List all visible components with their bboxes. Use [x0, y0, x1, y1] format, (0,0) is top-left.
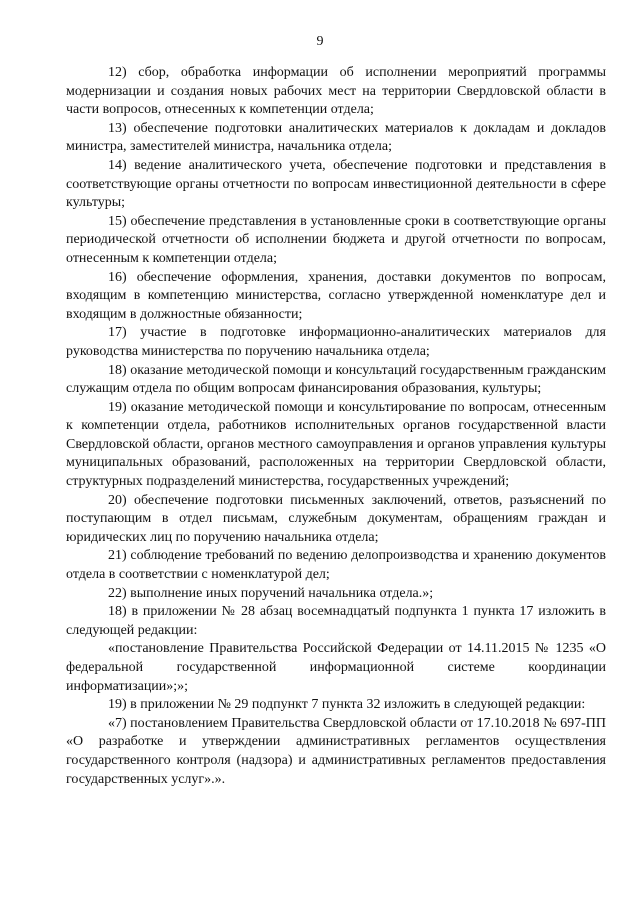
paragraph-item-16: 16) обеспечение оформления, хранения, доставки документов по вопросам, входящим в компетенцию министерства, согласно утвержденной номенклатуре дел и входящим в должностные обязанности;: [66, 269, 606, 322]
amendment-18-text: «постановление Правительства Российской Федерации от 14.11.2015 № 1235 «О федеральной государственной информационной системе координации информатизации»;»;: [66, 641, 606, 694]
page-number: 9: [316, 34, 324, 49]
paragraph-item-22: 22) выполнение иных поручений начальника отдела.»;: [108, 585, 434, 601]
amendment-19: 19) в приложении № 29 подпункт 7 пункта 32 изложить в следующей редакции:: [108, 697, 586, 713]
document-body: [66, 64, 606, 789]
paragraph-item-19: 19) оказание методической помощи и консультирование по вопросам, отнесенным к компетенции отдела, работников исполнительных органов государственной власти Свердловской области, органов местного самоуправления и органов управления культуры муниципальных образований, расположенных на территории Свердловской области, структурных подразделений министерства, государственных учреждений;: [66, 399, 606, 490]
paragraph-item-13: 13) обеспечение подготовки аналитических материалов к докладам и докладов министра, заместителей министра, начальника отдела;: [66, 120, 606, 155]
amendment-18: 18) в приложении № 28 абзац восемнадцатый подпункта 1 пункта 17 изложить в следующей редакции:: [66, 604, 606, 638]
paragraph-item-18: 18) оказание методической помощи и консультаций государственным гражданским служащим отдела по общим вопросам финансирования образования, культуры;: [66, 362, 606, 397]
paragraph-item-21: 21) соблюдение требований по ведению делопроизводства и хранению документов отдела в соответствии с номенклатурой дел;: [66, 548, 606, 583]
paragraph-item-20: 20) обеспечение подготовки письменных заключений, ответов, разъяснений по поступающим в отдел письмам, служебным документам, обращениям граждан и юридических лиц по поручению начальника отдела;: [66, 492, 606, 545]
paragraph-item-14: 14) ведение аналитического учета, обеспечение подготовки и представления в соответствующие органы отчетности по вопросам инвестиционной деятельности в сфере культуры;: [66, 157, 606, 211]
paragraph-item-15: 15) обеспечение представления в установленные сроки в соответствующие органы периодической отчетности об исполнении бюджета и другой отчетности по вопросам, отнесенным к компетенции отдела;: [66, 213, 606, 266]
amendment-19-text: «7) постановлением Правительства Свердловской области от 17.10.2018 № 697-ПП «О разработке и утверждении административных регламентов осуществления государственного контроля (надзора) и административных регламентов предоставления государственных услуг».».: [66, 715, 606, 787]
paragraph-item-17: 17) участие в подготовке информационно-аналитических материалов для руководства министерства по поручению начальника отдела;: [66, 325, 606, 359]
paragraph-item-12: 12) сбор, обработка информации об исполнении мероприятий программы модернизации и создания новых рабочих мест на территории Свердловской области в части вопросов, отнесенных к компетенции отдела;: [66, 65, 606, 118]
